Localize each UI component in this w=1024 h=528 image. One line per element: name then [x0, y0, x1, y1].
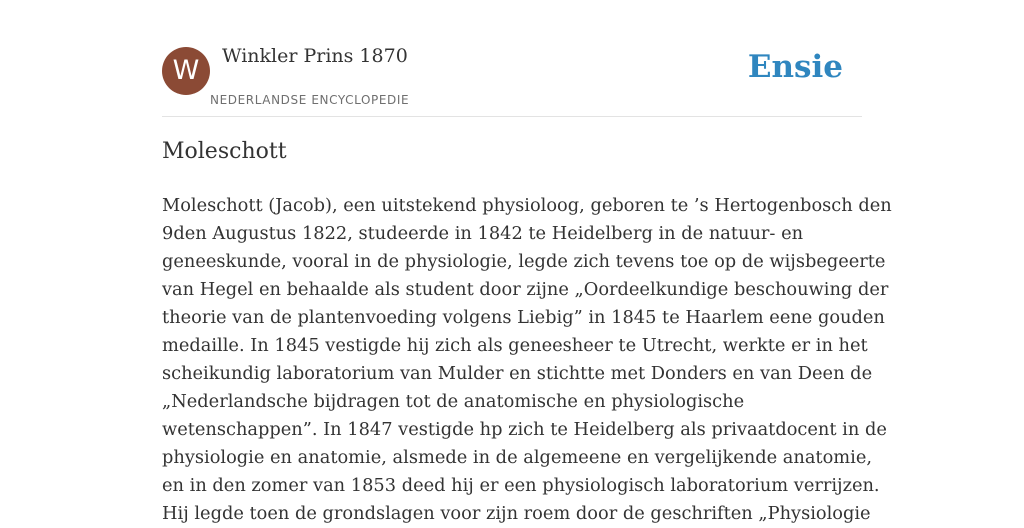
article-line: medaille. In 1845 vestigde hij zich als geneesheer te Utrecht, werkte er in het	[162, 335, 868, 356]
avatar[interactable]: W	[162, 47, 210, 95]
source-subtitle: NEDERLANDSE ENCYCLOPEDIE	[210, 93, 410, 107]
article-line: geneeskunde, vooral in de physiologie, legde zich tevens toe op de wijsbegeerte	[162, 251, 886, 272]
article-line: Moleschott (Jacob), een uitstekend physioloog, geboren te ’s Hertogenbosch den	[162, 195, 892, 216]
article-body	[162, 192, 892, 528]
header	[162, 0, 862, 117]
source-title[interactable]: Winkler Prins 1870	[222, 45, 408, 67]
article-line: physiologie en anatomie, alsmede in de algemeene en vergelijkende anatomie,	[162, 447, 872, 468]
brand-logo[interactable]: Ensie	[747, 49, 843, 85]
article-line: van Hegel en behaalde als student door zijne „Oordeelkundige beschouwing der	[162, 279, 889, 300]
article-line: scheikundig laboratorium van Mulder en stichtte met Donders en van Deen de	[162, 363, 873, 384]
article-title: Moleschott	[162, 139, 287, 164]
article-line: Hij legde toen de grondslagen voor zijn roem door de geschriften „Physiologie	[162, 503, 871, 524]
article-line: 9den Augustus 1822, studeerde in 1842 te Heidelberg in de natuur- en	[162, 223, 804, 244]
article-line: en in den zomer van 1853 deed hij er een physiologisch laboratorium verrijzen.	[162, 475, 880, 496]
article-line: wetenschappen”. In 1847 vestigde hp zich te Heidelberg als privaatdocent in de	[162, 419, 887, 440]
article-line: „Nederlandsche bijdragen tot de anatomische en physiologische	[162, 391, 745, 412]
article-line: theorie van de plantenvoeding volgens Liebig” in 1845 te Haarlem eene gouden	[162, 307, 885, 328]
